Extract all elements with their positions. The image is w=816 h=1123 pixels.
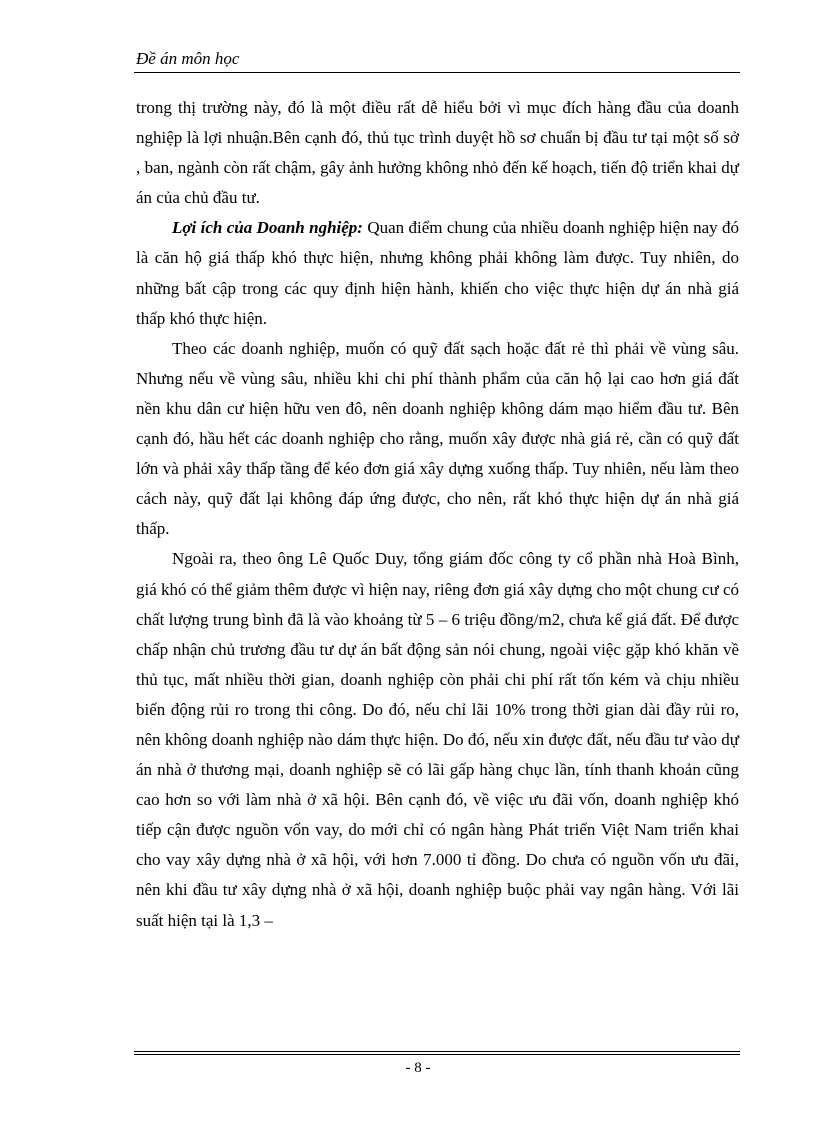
paragraph-text: Quan điểm chung của nhiều doanh nghiệp hiện nay đó là căn hộ giá thấp khó thực hiện, nhưng không phải không làm được. Tuy nhiên, do những bất cập trong các quy định hiện hành, khiến cho việc thực hiện dự án nhà giá thấp khó thực hiện. — [136, 218, 739, 328]
paragraph-business-benefits — [136, 213, 739, 333]
header-rule — [134, 72, 740, 73]
paragraph-continuation: trong thị trường này, đó là một điều rất dễ hiểu bởi vì mục đích hàng đầu của doanh nghiệp là lợi nhuận.Bên cạnh đó, thủ tục trình duyệt hồ sơ chuẩn bị đầu tư tại một số sở , ban, ngành còn rất chậm, gây ảnh hưởng không nhỏ đến kế hoạch, tiến độ triển khai dự án của chủ đầu tư. — [136, 98, 739, 208]
footer-rule-bottom — [134, 1054, 740, 1055]
paragraph-lead: Lợi ích của Doanh nghiệp: — [172, 218, 363, 238]
page-number: - 8 - — [405, 1060, 431, 1076]
paragraph-construction-cost: Ngoài ra, theo ông Lê Quốc Duy, tổng giám đốc công ty cổ phần nhà Hoà Bình, giá khó có thể giảm thêm được vì hiện nay, riêng đơn giá xây dựng cho một chung cư có chất lượng trung bình đã là vào khoảng từ 5 – 6 triệu đồng/m2, chưa kể giá đất. Để được chấp nhận chủ trương đầu tư dự án bất động sản nói chung, ngoài việc gặp khó khăn về thủ tục, mất nhiều thời gian, doanh nghiệp còn phải chi phí rất tốn kém và chịu nhiều biến động rủi ro trong thi công. Do đó, nếu chỉ lãi 10% trong thời gian dài đầy rủi ro, nên không doanh nghiệp nào dám thực hiện. Do đó, nếu xin được đất, nếu đầu tư vào dự án nhà ở thương mại, doanh nghiệp sẽ có lãi gấp hàng chục lần, tính thanh khoản cũng cao hơn so với làm nhà ở xã hội. Bên cạnh đó, về việc ưu đãi vốn, doanh nghiệp khó tiếp cận được nguồn vốn vay, do mới chỉ có ngân hàng Phát triển Việt Nam triển khai cho vay xây dựng nhà ở xã hội, với hơn 7.000 tỉ đồng. Do chưa có nguồn vốn ưu đãi, nên khi đầu tư xây dựng nhà ở xã hội, doanh nghiệp buộc phải vay ngân hàng. Với lãi suất hiện tại là 1,3 – — [136, 549, 739, 930]
footer-rule-top — [134, 1051, 740, 1052]
document-body — [136, 93, 739, 936]
document-title: Đề án môn học — [136, 49, 240, 68]
paragraph-land-fund: Theo các doanh nghiệp, muốn có quỹ đất sạch hoặc đất rẻ thì phải về vùng sâu. Nhưng nếu về vùng sâu, nhiều khi chi phí thành phẩm của căn hộ lại cao hơn giá đất nền khu dân cư hiện hữu ven đô, nên doanh nghiệp không dám mạo hiểm đầu tư. Bên cạnh đó, hầu hết các doanh nghiệp cho rằng, muốn xây được nhà giá rẻ, cần có quỹ đất lớn và phải xây thấp tầng để kéo đơn giá xây dựng xuống thấp. Tuy nhiên, nếu làm theo cách này, quỹ đất lại không đáp ứng được, cho nên, rất khó thực hiện dự án nhà giá thấp. — [136, 338, 739, 539]
